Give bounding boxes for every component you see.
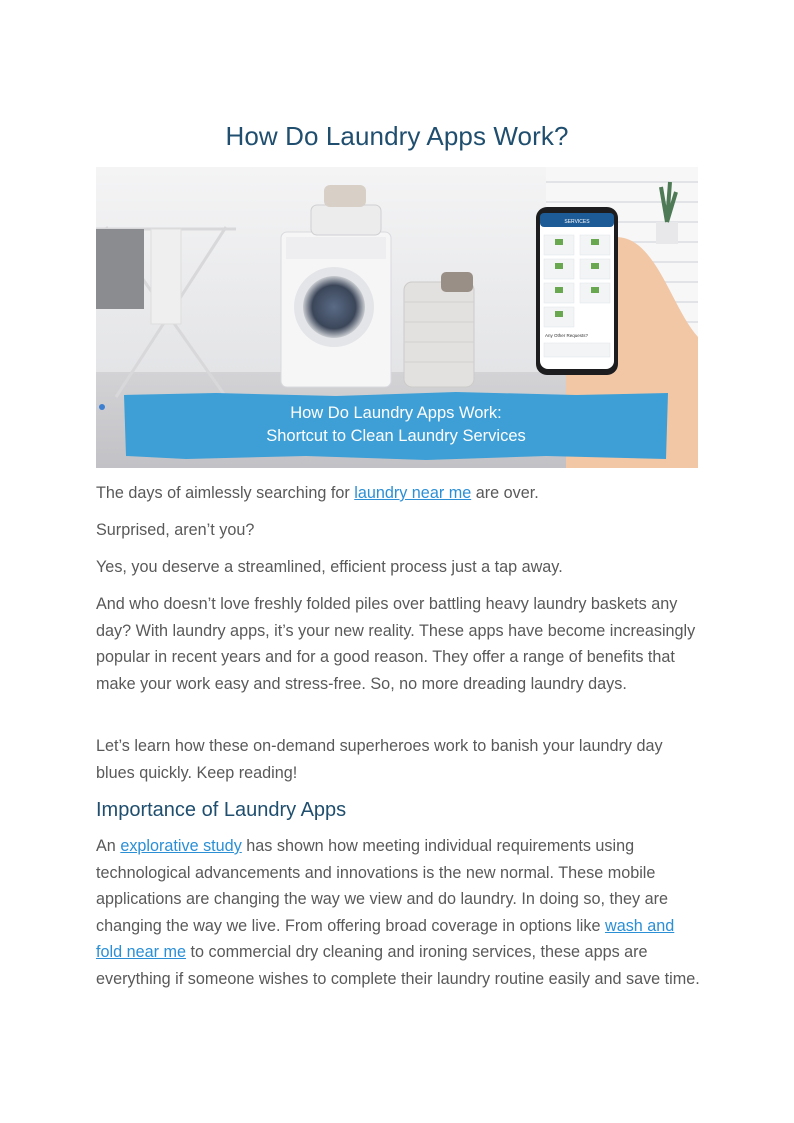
section-heading: Importance of Laundry Apps xyxy=(96,799,347,821)
intro-paragraph-2: Surprised, aren’t you? xyxy=(96,521,255,539)
page-title: How Do Laundry Apps Work? xyxy=(225,121,569,151)
intro-text: are over. xyxy=(471,484,539,502)
hero-banner xyxy=(124,393,668,457)
phone-header-text: SERVICES xyxy=(564,219,590,225)
intro-text: The days of aimlessly searching for xyxy=(96,484,355,502)
intro-paragraph-1 xyxy=(96,480,700,507)
intro-paragraph-5: Let’s learn how these on-demand superheroes work to banish your laundry day blues quickly. Keep reading! xyxy=(96,737,663,782)
banner-line-1: How Do Laundry Apps Work: xyxy=(290,404,502,422)
laundry-near-me-link[interactable]: laundry near me xyxy=(354,484,472,502)
section-text: to commercial dry cleaning and ironing services, these apps are everything if someone wishes to complete their laundry routine easily and save time. xyxy=(96,943,700,988)
section-paragraph xyxy=(96,833,700,992)
section-text: An xyxy=(96,837,121,855)
section-text: has shown how meeting individual requirements using technological advancements and innovations is the new normal. These mobile applications are changing the way we view and do laundry. In doing so, they are changing the way we live. From offering broad coverage in options like xyxy=(96,837,669,935)
phone-question-text: Any Other Requests? xyxy=(545,333,589,338)
banner-line-2: Shortcut to Clean Laundry Services xyxy=(266,427,526,445)
explorative-study-link[interactable]: explorative study xyxy=(120,837,242,855)
intro-paragraph-4: And who doesn’t love freshly folded piles over battling heavy laundry baskets any day? With laundry apps, it’s your new reality. These apps have become increasingly popular in recent years and for a good reason. They offer a range of benefits that make your work easy and stress-free. So, no more dreading laundry days. xyxy=(96,595,696,693)
wash-and-fold-link[interactable]: wash and fold near me xyxy=(96,916,675,961)
intro-paragraph-3: Yes, you deserve a streamlined, efficient process just a tap away. xyxy=(96,558,563,576)
